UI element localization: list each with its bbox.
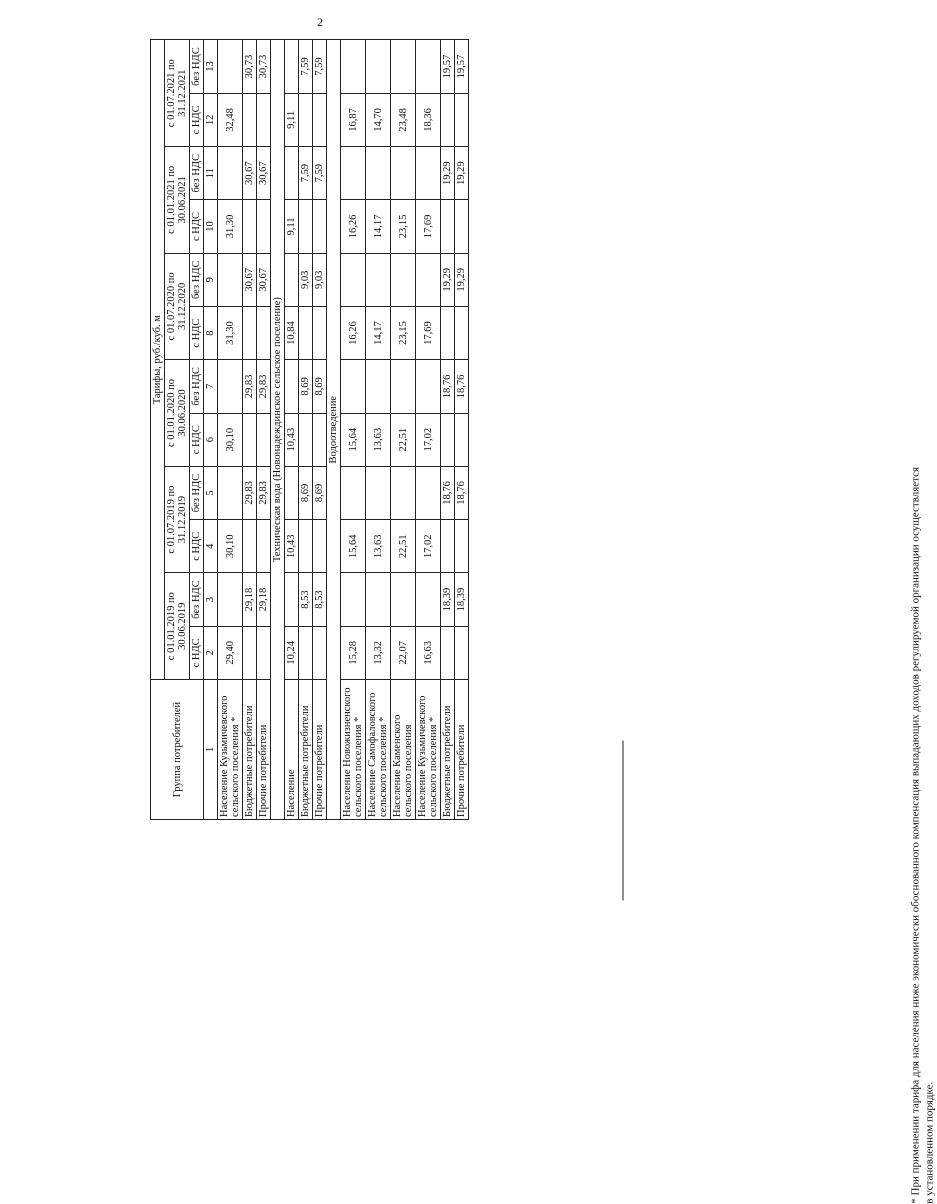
table-body	[218, 40, 469, 820]
tariff-value-cell	[416, 253, 441, 306]
tariff-value-cell: 8,69	[299, 360, 313, 413]
period-header: с 01.01.2020 по 30.06.2020	[165, 360, 190, 467]
column-number: 9	[204, 253, 218, 306]
tariff-value-cell: 19,29	[455, 253, 469, 306]
footnote-separator	[623, 741, 624, 901]
column-number-row	[204, 40, 218, 820]
tariff-value-cell	[218, 147, 243, 200]
tariff-value-cell: 8,69	[299, 466, 313, 519]
consumer-group-cell: Бюджетные потребители	[243, 680, 257, 820]
table-row	[313, 40, 327, 820]
with-vat-header: с НДС	[190, 626, 204, 679]
tariff-value-cell	[285, 466, 299, 519]
with-vat-header: с НДС	[190, 200, 204, 253]
tariff-value-cell: 29,83	[257, 466, 271, 519]
tariff-value-cell: 16,87	[341, 93, 366, 146]
tariff-value-cell: 29,40	[218, 626, 243, 679]
tariff-value-cell: 15,28	[341, 626, 366, 679]
tariff-value-cell	[341, 466, 366, 519]
tariff-value-cell	[455, 306, 469, 359]
tariff-value-cell: 7,59	[299, 147, 313, 200]
column-number: 8	[204, 306, 218, 359]
column-number: 11	[204, 147, 218, 200]
tariff-value-cell	[366, 573, 391, 626]
tariff-value-cell: 10,84	[285, 306, 299, 359]
tariff-value-cell	[299, 200, 313, 253]
table-row	[455, 40, 469, 820]
tariff-value-cell	[341, 147, 366, 200]
column-number: 5	[204, 466, 218, 519]
with-vat-header: с НДС	[190, 413, 204, 466]
consumer-group-cell: Бюджетные потребители	[441, 680, 455, 820]
page-number: 2	[317, 15, 323, 29]
tariff-value-cell: 30,73	[257, 40, 271, 93]
tariff-value-cell	[243, 306, 257, 359]
tariff-value-cell: 14,17	[366, 200, 391, 253]
tariff-value-cell	[455, 626, 469, 679]
tariff-value-cell	[441, 200, 455, 253]
with-vat-header: с НДС	[190, 520, 204, 573]
tariff-value-cell: 19,57	[455, 40, 469, 93]
consumer-group-cell: Население Каменского сельского поселения	[391, 680, 416, 820]
tariff-value-cell: 17,02	[416, 520, 441, 573]
tariff-value-cell: 30,67	[257, 253, 271, 306]
tariff-value-cell: 18,76	[455, 466, 469, 519]
tariff-value-cell	[366, 40, 391, 93]
tariff-value-cell: 18,76	[441, 360, 455, 413]
consumer-group-cell: Население Кузьмичевского сельского поселения *	[218, 680, 243, 820]
tariff-value-cell	[366, 147, 391, 200]
table-row	[391, 40, 416, 820]
tariff-value-cell	[391, 40, 416, 93]
tariff-value-cell: 8,53	[299, 573, 313, 626]
with-vat-header: с НДС	[190, 306, 204, 359]
tariff-value-cell	[257, 626, 271, 679]
consumer-group-cell: Прочие потребители	[257, 680, 271, 820]
with-vat-header: с НДС	[190, 93, 204, 146]
tariff-value-cell: 22,51	[391, 520, 416, 573]
tariff-value-cell: 19,29	[441, 253, 455, 306]
tariff-value-cell	[257, 520, 271, 573]
tariff-value-cell	[416, 40, 441, 93]
tariff-value-cell: 32,48	[218, 93, 243, 146]
tariff-value-cell: 29,83	[257, 360, 271, 413]
tariff-value-cell: 14,17	[366, 306, 391, 359]
tariff-value-cell: 18,76	[441, 466, 455, 519]
tariff-value-cell: 17,02	[416, 413, 441, 466]
tariff-value-cell: 9,03	[299, 253, 313, 306]
table-row	[243, 40, 257, 820]
table-row	[218, 40, 243, 820]
tariff-value-cell: 30,10	[218, 413, 243, 466]
tariff-value-cell: 18,76	[455, 360, 469, 413]
tariff-value-cell	[299, 93, 313, 146]
period-header: с 01.07.2019 по 31.12.2019	[165, 466, 190, 573]
tariff-value-cell: 23,15	[391, 306, 416, 359]
tariff-value-cell	[218, 573, 243, 626]
column-number: 13	[204, 40, 218, 93]
tariff-value-cell	[313, 200, 327, 253]
consumer-group-cell: Население Самофаловского сельского поселения *	[366, 680, 391, 820]
tariff-value-cell: 23,48	[391, 93, 416, 146]
without-vat-header: без НДС	[190, 573, 204, 626]
tariff-value-cell: 8,53	[313, 573, 327, 626]
tariff-value-cell	[416, 147, 441, 200]
tariff-value-cell	[218, 40, 243, 93]
period-header: с 01.01.2021 по 30.06.2021	[165, 147, 190, 254]
tariff-value-cell: 9,11	[285, 93, 299, 146]
tariff-value-cell	[257, 306, 271, 359]
tariff-value-cell: 23,15	[391, 200, 416, 253]
tariff-value-cell	[441, 306, 455, 359]
column-number: 4	[204, 520, 218, 573]
tariff-value-cell: 18,36	[416, 93, 441, 146]
consumer-group-cell: Население Кузьмичевского сельского поселения *	[416, 680, 441, 820]
consumer-group-cell: Прочие потребители	[313, 680, 327, 820]
section-row	[271, 40, 285, 820]
table-row	[285, 40, 299, 820]
tariff-value-cell	[391, 466, 416, 519]
tariff-value-cell	[285, 147, 299, 200]
table-row	[416, 40, 441, 820]
footnote: * При применении тарифа для населения ниже экономически обоснованного компенсация выпадающих доходов регулируемой организации осуществляется в установленном порядке.	[909, 466, 935, 1204]
tariff-value-cell	[455, 413, 469, 466]
tariff-value-cell	[257, 93, 271, 146]
tariff-value-cell: 14,70	[366, 93, 391, 146]
tariff-value-cell	[455, 93, 469, 146]
tariff-value-cell: 10,43	[285, 520, 299, 573]
section-row	[327, 40, 341, 820]
without-vat-header: без НДС	[190, 466, 204, 519]
tariff-value-cell: 18,39	[455, 573, 469, 626]
tariff-value-cell	[243, 413, 257, 466]
period-header: с 01.01.2019 по 30.06.2019	[165, 573, 190, 680]
table-row	[257, 40, 271, 820]
tariff-value-cell	[313, 626, 327, 679]
tariff-value-cell	[299, 306, 313, 359]
column-number: 12	[204, 93, 218, 146]
tariff-value-cell: 16,26	[341, 306, 366, 359]
tariff-value-cell	[391, 147, 416, 200]
tariff-table	[150, 39, 469, 820]
tariff-value-cell: 19,29	[441, 147, 455, 200]
tariff-value-cell: 7,59	[299, 40, 313, 93]
tariffs-header: Тарифы, руб./куб. м	[151, 40, 165, 680]
tariff-value-cell	[455, 200, 469, 253]
tariff-value-cell: 19,29	[455, 147, 469, 200]
group-header: Группа потребителей	[151, 680, 204, 820]
tariff-value-cell	[441, 413, 455, 466]
tariff-value-cell: 22,07	[391, 626, 416, 679]
tariff-value-cell	[313, 413, 327, 466]
tariff-value-cell: 8,69	[313, 360, 327, 413]
tariff-value-cell: 29,83	[243, 466, 257, 519]
tariff-value-cell: 13,63	[366, 520, 391, 573]
tariff-value-cell	[299, 626, 313, 679]
section-title: Водоотведение	[327, 40, 341, 820]
tariff-value-cell	[313, 93, 327, 146]
tariff-value-cell	[218, 253, 243, 306]
tariff-value-cell: 16,26	[341, 200, 366, 253]
table-row	[441, 40, 455, 820]
tariff-value-cell: 29,18	[243, 573, 257, 626]
tariff-value-cell	[416, 573, 441, 626]
tariff-value-cell: 15,64	[341, 413, 366, 466]
tariff-value-cell	[218, 360, 243, 413]
without-vat-header: без НДС	[190, 253, 204, 306]
consumer-group-cell: Бюджетные потребители	[299, 680, 313, 820]
tariff-value-cell: 29,83	[243, 360, 257, 413]
tariff-value-cell	[313, 520, 327, 573]
tariff-value-cell	[243, 520, 257, 573]
without-vat-header: без НДС	[190, 360, 204, 413]
tariff-value-cell: 15,64	[341, 520, 366, 573]
tariff-value-cell	[257, 413, 271, 466]
tariff-value-cell	[455, 520, 469, 573]
without-vat-header: без НДС	[190, 147, 204, 200]
tariff-value-cell: 17,69	[416, 200, 441, 253]
tariff-value-cell	[391, 253, 416, 306]
tariff-value-cell	[391, 573, 416, 626]
tariff-value-cell	[366, 253, 391, 306]
tariff-value-cell	[243, 626, 257, 679]
tariff-value-cell	[416, 466, 441, 519]
tariff-value-cell: 30,10	[218, 520, 243, 573]
column-number: 3	[204, 573, 218, 626]
column-number: 1	[204, 680, 218, 820]
tariff-value-cell: 7,59	[313, 40, 327, 93]
tariff-value-cell: 9,03	[313, 253, 327, 306]
tariff-value-cell	[285, 253, 299, 306]
tariff-value-cell	[299, 520, 313, 573]
tariff-value-cell	[341, 360, 366, 413]
tariff-value-cell: 18,39	[441, 573, 455, 626]
tariff-value-cell	[218, 466, 243, 519]
table-row	[341, 40, 366, 820]
column-number: 2	[204, 626, 218, 679]
tariff-value-cell	[313, 306, 327, 359]
section-title: Техническая вода (Новонадеждинское сельское поселение)	[271, 40, 285, 820]
period-header: с 01.07.2020 по 31.12.2020	[165, 253, 190, 360]
tariff-value-cell: 22,51	[391, 413, 416, 466]
tariff-value-cell: 30,67	[257, 147, 271, 200]
tariff-value-cell	[416, 360, 441, 413]
tariff-value-cell: 10,43	[285, 413, 299, 466]
tariff-value-cell	[341, 40, 366, 93]
consumer-group-cell: Прочие потребители	[455, 680, 469, 820]
tariff-value-cell	[257, 200, 271, 253]
tariff-value-cell	[441, 520, 455, 573]
tariff-value-cell: 29,18	[257, 573, 271, 626]
tariff-value-cell: 30,73	[243, 40, 257, 93]
tariff-value-cell: 8,69	[313, 466, 327, 519]
table-row	[299, 40, 313, 820]
tariff-value-cell: 17,69	[416, 306, 441, 359]
tariff-value-cell: 30,67	[243, 253, 257, 306]
consumer-group-cell: Население	[285, 680, 299, 820]
tariff-value-cell	[243, 200, 257, 253]
tariff-value-cell: 31,30	[218, 306, 243, 359]
tariff-value-cell	[341, 573, 366, 626]
consumer-group-cell: Население Новожизненского сельского поселения *	[341, 680, 366, 820]
tariff-value-cell: 16,63	[416, 626, 441, 679]
tariff-value-cell: 10,24	[285, 626, 299, 679]
tariff-value-cell: 9,11	[285, 200, 299, 253]
tariff-value-cell	[391, 360, 416, 413]
column-number: 10	[204, 200, 218, 253]
tariff-value-cell: 13,63	[366, 413, 391, 466]
tariff-value-cell: 30,67	[243, 147, 257, 200]
without-vat-header: без НДС	[190, 40, 204, 93]
tariff-value-cell: 31,30	[218, 200, 243, 253]
tariff-value-cell	[299, 413, 313, 466]
tariff-value-cell	[285, 573, 299, 626]
tariff-value-cell	[441, 93, 455, 146]
tariff-value-cell	[366, 466, 391, 519]
tariff-value-cell	[441, 626, 455, 679]
tariff-value-cell	[366, 360, 391, 413]
tariff-value-cell	[341, 253, 366, 306]
tariff-table-rotated	[150, 40, 620, 820]
column-number: 6	[204, 413, 218, 466]
table-row	[366, 40, 391, 820]
column-number: 7	[204, 360, 218, 413]
tariff-value-cell: 13,32	[366, 626, 391, 679]
period-header: с 01.07.2021 по 31.12.2021	[165, 40, 190, 147]
tariff-value-cell	[285, 360, 299, 413]
tariff-value-cell	[243, 93, 257, 146]
tariff-value-cell: 19,57	[441, 40, 455, 93]
tariff-value-cell	[285, 40, 299, 93]
tariff-value-cell: 7,59	[313, 147, 327, 200]
